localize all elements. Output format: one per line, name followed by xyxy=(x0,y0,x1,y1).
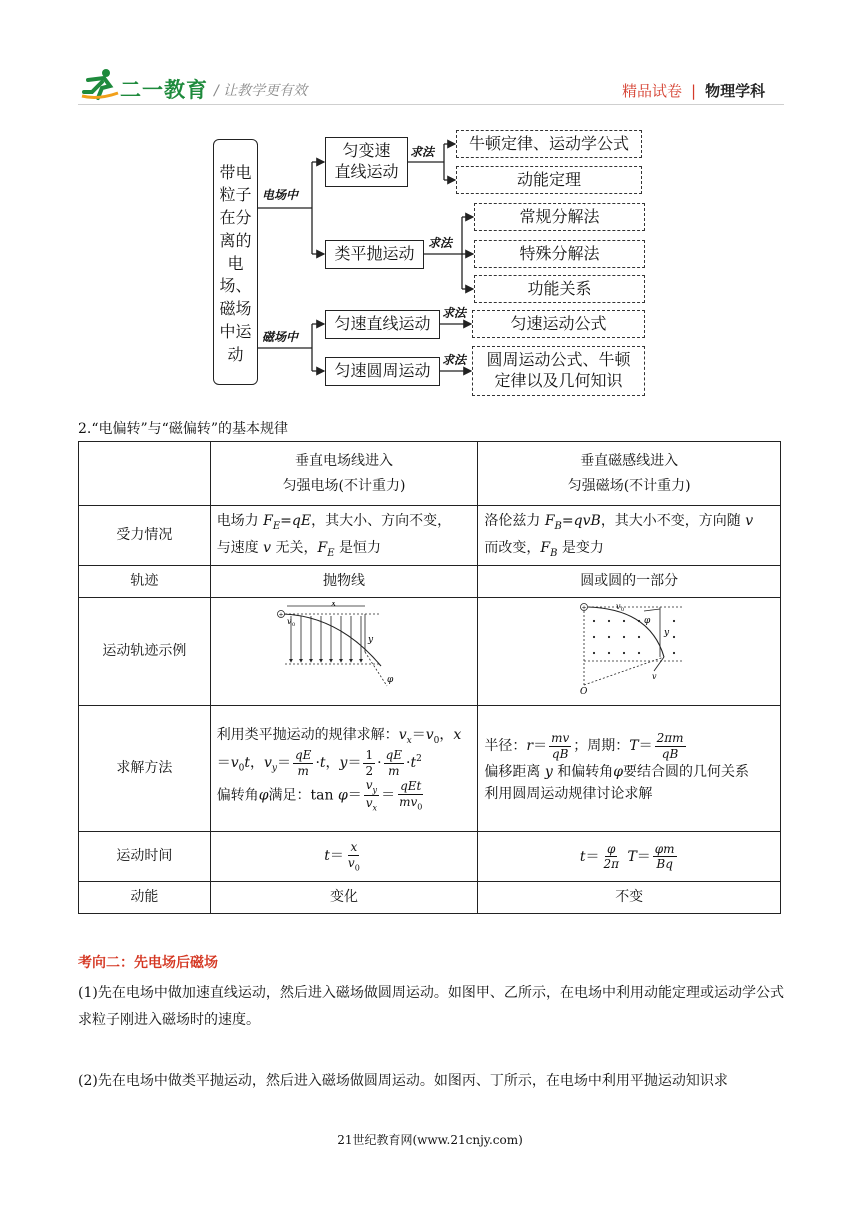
figure-magnetic xyxy=(478,598,781,706)
ke-magnetic: 不变 xyxy=(478,882,781,914)
node-uniform-linear: 匀速直线运动 xyxy=(325,310,440,339)
text: E xyxy=(327,547,335,559)
table-row xyxy=(79,598,781,706)
text: v xyxy=(230,755,239,772)
text: v xyxy=(398,727,407,744)
text: qB xyxy=(661,746,679,761)
text: F xyxy=(263,513,273,530)
text: 利用类平抛运动的规律求解： xyxy=(216,727,399,744)
row-label: 求解方法 xyxy=(79,706,211,832)
text: y xyxy=(544,764,553,780)
time-magnetic xyxy=(478,832,781,882)
text: qE xyxy=(385,748,403,763)
table-row xyxy=(79,706,781,832)
branch-label-magnetic: 磁场中 xyxy=(262,330,299,344)
node-line: 圆周运动公式、牛顿 xyxy=(486,350,631,370)
text: ＝ xyxy=(585,848,600,865)
text: 1 xyxy=(365,748,374,763)
leaf-special-decomposition: 特殊分解法 xyxy=(474,240,645,268)
text: 洛伦兹力 xyxy=(484,513,545,530)
node-line: 定律以及几何知识 xyxy=(494,371,623,390)
text: · xyxy=(315,755,320,772)
method-label: 求法 xyxy=(410,145,435,159)
logo-text: 二一教育 xyxy=(120,78,208,102)
fraction xyxy=(346,840,362,872)
text: φ xyxy=(613,764,624,780)
fraction xyxy=(601,842,621,872)
header-separator: | xyxy=(691,82,697,100)
text: x xyxy=(372,803,378,813)
root-line: 带电 xyxy=(219,162,252,182)
text: m xyxy=(297,763,309,778)
text: 0 xyxy=(417,802,423,812)
table-row xyxy=(79,882,781,914)
paragraph-2: (2)先在电场中做类平抛运动，然后进入磁场做圆周运动。如图丙、丁所示，在电场中利用平抛运动知识求 xyxy=(78,1073,728,1089)
table-row xyxy=(79,506,781,566)
node-uniform-accel xyxy=(325,137,408,187)
text: ，其大小不变，方向随 xyxy=(600,513,746,530)
text: F xyxy=(544,513,555,530)
leaf-circular-formula xyxy=(472,346,645,396)
method-label: 求法 xyxy=(428,236,453,250)
text: ， xyxy=(249,755,264,772)
table-cell xyxy=(79,442,211,506)
text: y xyxy=(339,755,348,772)
text: F xyxy=(540,539,551,556)
text: 偏移距离 xyxy=(484,764,545,780)
leaf-uniform-motion-formula: 匀速运动公式 xyxy=(472,310,645,338)
method-electric xyxy=(210,706,478,832)
table-row xyxy=(79,442,781,506)
text: ＝ xyxy=(411,727,426,744)
text: B xyxy=(550,547,558,559)
leaf-work-energy-relation: 功能关系 xyxy=(474,275,645,303)
traj-magnetic: 圆或圆的一部分 xyxy=(478,566,781,598)
root-line: 离的 xyxy=(219,230,252,250)
fraction xyxy=(655,731,686,761)
text: v xyxy=(347,855,355,870)
text: v xyxy=(365,778,373,792)
label-v: v xyxy=(652,672,657,682)
text: 要结合圆的几何关系 xyxy=(623,764,750,780)
label-v0-sub: 0 xyxy=(621,607,625,614)
text: T xyxy=(627,848,637,865)
root-line: 动 xyxy=(227,344,244,364)
row-label: 运动时间 xyxy=(79,832,211,882)
text: 偏转角 xyxy=(216,787,259,804)
fraction xyxy=(549,731,571,761)
text: v xyxy=(425,727,434,744)
text: B xyxy=(554,521,562,532)
text: qE xyxy=(291,513,312,530)
text: mv xyxy=(399,794,418,809)
text: 和偏转角 xyxy=(552,764,614,780)
text: = xyxy=(561,513,574,530)
root-line: 磁场 xyxy=(219,299,252,319)
text: φ xyxy=(607,841,616,856)
text: ＝ xyxy=(347,755,362,772)
text: qB xyxy=(551,746,569,761)
text: 无关， xyxy=(271,539,318,556)
header-line: 匀强电场(不计重力) xyxy=(282,477,406,494)
comparison-table xyxy=(78,441,781,914)
fraction xyxy=(293,748,313,778)
text: F xyxy=(317,539,328,556)
method-label: 求法 xyxy=(442,353,467,367)
text: m xyxy=(388,763,400,778)
text: 半径： xyxy=(484,738,527,755)
text: t xyxy=(244,755,250,772)
row-label: 轨迹 xyxy=(79,566,211,598)
text: 0 xyxy=(433,735,440,746)
text: v xyxy=(365,795,373,810)
text: φ xyxy=(337,787,348,804)
svg-text:+: + xyxy=(581,604,587,612)
text: y xyxy=(372,785,378,795)
text: ；周期： xyxy=(573,738,630,755)
fraction xyxy=(363,748,375,778)
text: v xyxy=(745,513,754,530)
label-v0: v xyxy=(616,602,621,612)
row-label: 受力情况 xyxy=(79,506,211,566)
row-label: 动能 xyxy=(79,882,211,914)
text: φ xyxy=(258,787,269,804)
label-y: y xyxy=(368,635,374,646)
text: Bq xyxy=(656,857,673,871)
magnetic-deflection-figure xyxy=(554,599,704,695)
label-v0-sub: 0 xyxy=(292,622,296,629)
node-projectile-like: 类平抛运动 xyxy=(325,240,424,269)
text: 0 xyxy=(354,863,360,873)
text: 2πm xyxy=(656,731,684,746)
label-phi: φ xyxy=(644,616,651,627)
text: v xyxy=(263,755,272,772)
slogan: / 让教学更有效 xyxy=(214,83,308,99)
label-y: y xyxy=(664,628,670,639)
fraction xyxy=(653,842,677,872)
figure-electric xyxy=(210,598,478,706)
fraction xyxy=(384,748,404,778)
fraction xyxy=(397,779,424,811)
text: tan xyxy=(310,787,338,804)
text: v xyxy=(263,539,272,556)
table-row xyxy=(79,566,781,598)
leaf-regular-decomposition: 常规分解法 xyxy=(474,203,645,231)
text: qEt xyxy=(400,779,422,794)
text: ＝ xyxy=(329,848,344,865)
time-electric xyxy=(210,832,478,882)
text: ＝ xyxy=(638,738,653,755)
method-magnetic xyxy=(478,706,781,832)
ke-electric: 变化 xyxy=(210,882,478,914)
text: ＝ xyxy=(277,755,291,772)
text: 而改变， xyxy=(484,539,541,556)
text: · xyxy=(377,755,382,772)
text: x xyxy=(453,727,462,744)
diagram-root xyxy=(213,139,258,385)
leaf-work-energy: 动能定理 xyxy=(456,166,642,194)
text: t xyxy=(319,755,326,772)
traj-electric: 抛物线 xyxy=(210,566,478,598)
table-header-electric xyxy=(210,442,478,506)
text: 利用圆周运动规律讨论求解 xyxy=(484,786,653,803)
paper-type-label: 精品试卷 xyxy=(622,82,683,100)
text: r xyxy=(526,738,534,755)
text: 2 xyxy=(365,763,374,778)
text: x xyxy=(350,840,358,855)
text: ， xyxy=(439,727,454,744)
text: 2π xyxy=(603,857,619,871)
text: 2 xyxy=(416,754,422,765)
node-uniform-circular: 匀速圆周运动 xyxy=(325,357,440,386)
text: 与速度 xyxy=(216,539,264,556)
text: ＝ xyxy=(381,787,396,804)
row-label: 运动轨迹示例 xyxy=(79,598,211,706)
root-line: 中运 xyxy=(219,321,252,341)
fraction xyxy=(364,778,379,813)
text: y xyxy=(271,763,277,774)
text: 是变力 xyxy=(557,539,604,556)
text: = xyxy=(280,513,292,530)
diagram-connectors xyxy=(0,0,860,400)
text: mv xyxy=(551,731,570,746)
text: 是恒力 xyxy=(334,539,381,556)
root-line: 粒子 xyxy=(219,185,252,205)
root-line: 在分 xyxy=(219,208,252,228)
root-line: 电场、 xyxy=(219,253,252,296)
text: 电场力 xyxy=(216,513,264,530)
text: φm xyxy=(654,841,675,856)
electric-deflection-figure xyxy=(269,602,419,692)
leaf-newton-kinematics: 牛顿定律、运动学公式 xyxy=(456,130,642,158)
svg-text:+: + xyxy=(278,611,284,619)
subject-label: 物理学科 xyxy=(705,82,766,100)
node-line: 直线运动 xyxy=(334,162,399,181)
label-origin: O xyxy=(580,687,588,696)
text: t xyxy=(579,848,586,865)
node-line: 匀变速 xyxy=(342,141,391,161)
text: ＝ xyxy=(636,848,651,865)
force-electric xyxy=(210,506,478,566)
text: ，其大小、方向不变， xyxy=(311,513,452,530)
branch-label-electric: 电场中 xyxy=(262,188,299,202)
label-v0: v xyxy=(287,617,292,627)
method-label: 求法 xyxy=(442,306,467,320)
text: T xyxy=(629,738,639,755)
force-magnetic xyxy=(478,506,781,566)
text: E xyxy=(272,521,281,532)
text: ＝ xyxy=(216,755,231,772)
text: x xyxy=(406,735,412,746)
text: ， xyxy=(325,755,340,772)
text: 0 xyxy=(238,763,245,774)
text: qE xyxy=(295,748,312,763)
label-phi: φ xyxy=(387,675,394,686)
text: t xyxy=(324,848,330,865)
kaoxiang-heading: 考向二：先电场后磁场 xyxy=(78,955,218,971)
section-title: 2.“电偏转”与“磁偏转”的基本规律 xyxy=(78,421,288,437)
label-x: x xyxy=(331,602,337,610)
table-row xyxy=(79,832,781,882)
text: · xyxy=(406,755,411,772)
header-line: 垂直磁感线进入 xyxy=(580,453,679,469)
header-line: 匀强磁场(不计重力) xyxy=(567,477,691,494)
text: ＝ xyxy=(347,787,362,804)
text: qvB xyxy=(573,513,601,530)
paragraph-1: (1)先在电场中做加速直线运动，然后进入磁场做圆周运动。如图甲、乙所示，在电场中利用动能定理或运动学公式求粒子刚进入磁场时的速度。 xyxy=(78,985,784,1029)
text: ＝ xyxy=(533,738,548,755)
page-footer: 21世纪教育网(www.21cnjy.com) xyxy=(337,1133,523,1147)
text: t xyxy=(410,755,417,772)
text: 满足： xyxy=(268,787,311,804)
table-header-magnetic xyxy=(478,442,781,506)
header-line: 垂直电场线进入 xyxy=(295,453,394,469)
